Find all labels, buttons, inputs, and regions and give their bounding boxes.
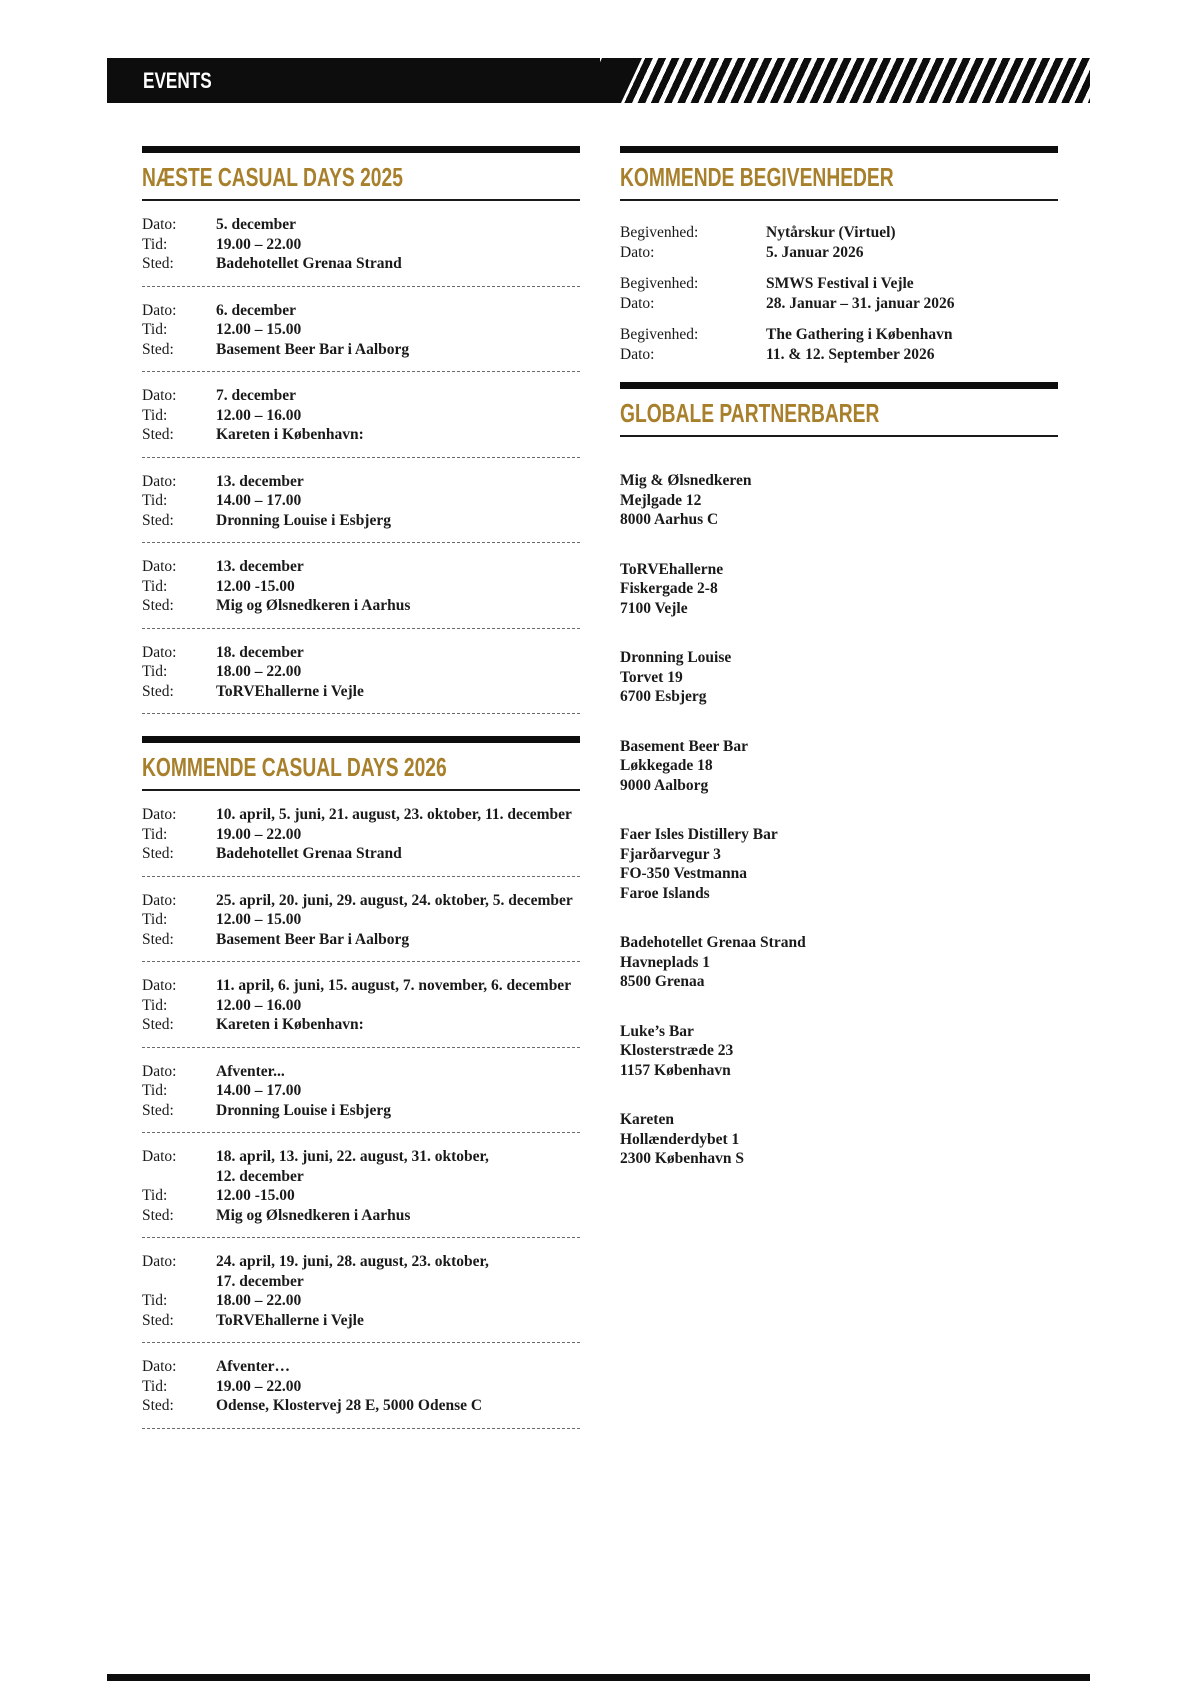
event-time-row — [142, 662, 580, 682]
section-title-casual-2026: KOMMENDE CASUAL DAYS 2026 — [142, 752, 447, 782]
field-label: Tid: — [142, 577, 168, 595]
field-value: 5. Januar 2026 — [766, 243, 864, 261]
event-place-row — [142, 596, 580, 616]
field-value: Badehotellet Grenaa Strand — [216, 845, 402, 862]
event-time-row — [142, 491, 580, 511]
event-date-row — [142, 805, 580, 825]
partner-address-line: Fjarðarvegur 3 — [620, 845, 721, 863]
field-value: 13. december — [216, 472, 304, 490]
section-upcoming-header — [620, 146, 1058, 201]
event-entry — [142, 962, 580, 1048]
event-time-row — [142, 577, 580, 597]
field-value: SMWS Festival i Vejle — [766, 275, 914, 292]
event-time-row — [142, 1081, 580, 1101]
field-value: 12.00 -15.00 — [216, 577, 295, 595]
event-time-row — [142, 910, 580, 930]
event-time-row — [142, 406, 580, 426]
field-label: Dato: — [620, 294, 655, 312]
partner-name: Faer Isles Distillery Bar — [620, 826, 778, 843]
field-label: Dato: — [142, 301, 177, 319]
field-value: Basement Beer Bar i Aalborg — [216, 340, 410, 358]
section-rule-thin — [620, 435, 1058, 437]
event-entry — [142, 287, 580, 373]
field-value: Odense, Klostervej 28 E, 5000 Odense C — [216, 1397, 483, 1414]
event-entry — [142, 1133, 580, 1238]
event-entry — [142, 629, 580, 715]
field-label: Dato: — [142, 558, 177, 575]
event-place-row — [142, 425, 580, 445]
section-casual-2025-header — [142, 146, 580, 201]
field-label: Tid: — [142, 406, 168, 424]
event-place-row — [142, 1206, 580, 1226]
field-label: Tid: — [142, 996, 168, 1014]
right-column — [620, 146, 1058, 1199]
field-label: Tid: — [142, 1292, 168, 1309]
section-casual-2026-header — [142, 736, 580, 791]
event-date-row — [142, 1252, 580, 1272]
field-value: 12.00 – 15.00 — [216, 911, 302, 928]
partner-bar — [620, 560, 1058, 619]
partner-bar — [620, 933, 1058, 992]
field-value: Mig og Ølsnedkeren i Aarhus — [216, 597, 411, 614]
field-value: 11. april, 6. juni, 15. august, 7. november, 6. december — [216, 977, 572, 994]
banner-stripes — [600, 58, 1090, 103]
section-rule-thick — [142, 736, 580, 743]
field-value: 13. december — [216, 558, 304, 575]
event-entry — [142, 201, 580, 287]
upcoming-event-date-row — [620, 345, 1058, 365]
section-rule-thick — [620, 146, 1058, 153]
field-label: Tid: — [142, 911, 168, 928]
field-label-spacer — [142, 1167, 216, 1187]
field-value: 28. Januar – 31. januar 2026 — [766, 294, 955, 312]
event-place-row — [142, 511, 580, 531]
field-label: Begivenhed: — [620, 275, 699, 292]
section-rule-thick — [142, 146, 580, 153]
partner-bar — [620, 648, 1058, 707]
field-label: Tid: — [142, 321, 168, 338]
section-title-partners: GLOBALE PARTNERBARER — [620, 398, 880, 428]
partner-address-line: Klosterstræde 23 — [620, 1042, 734, 1059]
field-label: Dato: — [142, 1253, 177, 1270]
field-label: Dato: — [142, 806, 177, 823]
event-date-row — [142, 1357, 580, 1377]
section-rule-thick — [620, 382, 1058, 389]
field-label: Sted: — [142, 1206, 174, 1224]
partner-address-line: 1157 København — [620, 1061, 731, 1079]
field-value: ToRVEhallerne i Vejle — [216, 1311, 364, 1329]
field-value: Kareten i København: — [216, 426, 364, 443]
left-column — [142, 146, 580, 1429]
event-date-row — [142, 976, 580, 996]
field-value: Dronning Louise i Esbjerg — [216, 511, 391, 529]
upcoming-event-date-row — [620, 294, 1058, 314]
footer-rule — [107, 1674, 1090, 1681]
event-time-row — [142, 1291, 580, 1311]
event-entry — [142, 458, 580, 544]
field-label: Sted: — [142, 426, 174, 443]
partner-name: ToRVEhallerne — [620, 560, 724, 578]
field-value: 19.00 – 22.00 — [216, 825, 302, 843]
partner-address-line: 8500 Grenaa — [620, 973, 705, 990]
field-label: Sted: — [142, 511, 174, 529]
field-label: Tid: — [142, 492, 168, 509]
event-place-row — [142, 254, 580, 274]
event-date-row — [142, 1147, 580, 1167]
event-date-row — [142, 643, 580, 663]
field-value: Dronning Louise i Esbjerg — [216, 1101, 391, 1119]
field-label: Sted: — [142, 930, 174, 948]
event-date-row — [142, 386, 580, 406]
partner-name: Mig & Ølsnedkeren — [620, 472, 752, 489]
event-place-row — [142, 1015, 580, 1035]
field-value: 12.00 – 16.00 — [216, 996, 302, 1014]
partner-address-line: Løkkegade 18 — [620, 757, 713, 774]
upcoming-event-date-row — [620, 243, 1058, 263]
field-label: Dato: — [142, 472, 177, 490]
partner-name: Luke’s Bar — [620, 1022, 694, 1040]
field-value: 17. december — [216, 1272, 304, 1290]
event-place-row — [142, 340, 580, 360]
field-value: Afventer… — [216, 1358, 291, 1375]
field-value: 6. december — [216, 301, 297, 319]
field-value: Afventer... — [216, 1062, 285, 1080]
field-label: Dato: — [142, 387, 177, 404]
upcoming-list — [620, 201, 1058, 364]
partner-name: Basement Beer Bar — [620, 737, 748, 755]
field-value: 12.00 – 16.00 — [216, 406, 302, 424]
upcoming-event — [620, 325, 1058, 364]
event-time-row — [142, 825, 580, 845]
field-label: Sted: — [142, 1397, 174, 1414]
partner-address-line: 6700 Esbjerg — [620, 688, 707, 705]
field-label: Dato: — [620, 243, 655, 261]
field-value: 14.00 – 17.00 — [216, 492, 302, 509]
partner-address-line: Faroe Islands — [620, 884, 710, 902]
field-value: Badehotellet Grenaa Strand — [216, 255, 402, 272]
section-title-upcoming: KOMMENDE BEGIVENHEDER — [620, 162, 894, 192]
event-entry — [142, 543, 580, 629]
event-time-row — [142, 1377, 580, 1397]
event-place-row — [142, 682, 580, 702]
partner-address-line: 9000 Aalborg — [620, 776, 709, 794]
field-value: 5. december — [216, 216, 297, 233]
field-value: 18.00 – 22.00 — [216, 663, 302, 680]
page-title: EVENTS — [143, 68, 212, 93]
field-label: Tid: — [142, 663, 168, 680]
field-label: Dato: — [142, 1062, 177, 1080]
partner-address-line: Fiskergade 2-8 — [620, 580, 718, 597]
event-time-row — [142, 235, 580, 255]
partner-address-line: FO-350 Vestmanna — [620, 865, 748, 882]
event-date-row-continued — [142, 1167, 580, 1187]
field-label: Tid: — [142, 1082, 168, 1099]
partner-bar — [620, 1110, 1058, 1169]
partner-address-line: 8000 Aarhus C — [620, 511, 719, 528]
upcoming-event-name-row — [620, 274, 1058, 294]
field-label-spacer — [142, 1272, 216, 1292]
section-rule-thin — [620, 199, 1058, 201]
section-partners-header — [620, 382, 1058, 437]
field-value: 18.00 – 22.00 — [216, 1292, 302, 1309]
event-entry — [142, 372, 580, 458]
field-label: Begivenhed: — [620, 326, 699, 343]
casual-2025-list — [142, 201, 580, 714]
field-value: ToRVEhallerne i Vejle — [216, 682, 364, 700]
upcoming-event — [620, 274, 1058, 313]
field-label: Tid: — [142, 1187, 168, 1204]
event-place-row — [142, 844, 580, 864]
field-value: The Gathering i København — [766, 326, 953, 343]
event-date-row — [142, 1062, 580, 1082]
field-value: 14.00 – 17.00 — [216, 1082, 302, 1099]
partner-bar — [620, 825, 1058, 903]
field-value: 12.00 -15.00 — [216, 1187, 295, 1204]
casual-2026-list — [142, 791, 580, 1429]
field-label: Tid: — [142, 1377, 168, 1395]
partner-address-line: 7100 Vejle — [620, 599, 688, 617]
event-place-row — [142, 930, 580, 950]
field-value: 25. april, 20. juni, 29. august, 24. oktober, 5. december — [216, 891, 573, 909]
field-value: 19.00 – 22.00 — [216, 1377, 302, 1395]
partner-name: Badehotellet Grenaa Strand — [620, 934, 806, 951]
field-label: Dato: — [620, 345, 655, 363]
partner-bar — [620, 737, 1058, 796]
field-label: Tid: — [142, 235, 168, 253]
upcoming-event — [620, 223, 1058, 262]
partner-list — [620, 437, 1058, 1169]
event-date-row — [142, 301, 580, 321]
section-title-casual-2025: NÆSTE CASUAL DAYS 2025 — [142, 162, 403, 192]
event-date-row — [142, 472, 580, 492]
event-date-row — [142, 557, 580, 577]
header-banner — [107, 58, 1090, 103]
field-label: Dato: — [142, 216, 177, 233]
event-date-row — [142, 891, 580, 911]
event-date-row — [142, 215, 580, 235]
field-label: Sted: — [142, 845, 174, 862]
field-label: Tid: — [142, 825, 168, 843]
event-place-row — [142, 1396, 580, 1416]
field-value: 19.00 – 22.00 — [216, 235, 302, 253]
field-label: Sted: — [142, 682, 174, 700]
upcoming-event-name-row — [620, 223, 1058, 243]
partner-address-line: Torvet 19 — [620, 668, 683, 686]
field-label: Dato: — [142, 1358, 177, 1375]
event-place-row — [142, 1101, 580, 1121]
event-time-row — [142, 996, 580, 1016]
event-entry — [142, 791, 580, 877]
field-label: Sted: — [142, 255, 174, 272]
field-value: Mig og Ølsnedkeren i Aarhus — [216, 1206, 411, 1224]
partner-address-line: 2300 København S — [620, 1150, 745, 1167]
field-value: Nytårskur (Virtuel) — [766, 224, 896, 241]
field-value: 12.00 – 15.00 — [216, 321, 302, 338]
partner-bar — [620, 1022, 1058, 1081]
field-label: Sted: — [142, 340, 174, 358]
event-entry — [142, 877, 580, 963]
partner-name: Dronning Louise — [620, 649, 732, 666]
partner-address-line: Hollænderdybet 1 — [620, 1130, 740, 1148]
field-value: Basement Beer Bar i Aalborg — [216, 930, 410, 948]
field-value: 18. december — [216, 643, 304, 661]
field-value: 24. april, 19. juni, 28. august, 23. oktober, — [216, 1253, 489, 1270]
field-label: Dato: — [142, 891, 177, 909]
event-time-row — [142, 1186, 580, 1206]
field-label: Begivenhed: — [620, 224, 699, 241]
field-label: Dato: — [142, 977, 177, 994]
partner-address-line: Havneplads 1 — [620, 953, 711, 971]
field-label: Dato: — [142, 1148, 177, 1165]
field-value: 12. december — [216, 1167, 304, 1185]
event-entry — [142, 1238, 580, 1343]
event-entry — [142, 1048, 580, 1134]
event-date-row-continued — [142, 1272, 580, 1292]
field-value: Kareten i København: — [216, 1016, 364, 1033]
partner-name: Kareten — [620, 1111, 674, 1128]
field-label: Sted: — [142, 597, 174, 614]
field-value: 18. april, 13. juni, 22. august, 31. oktober, — [216, 1148, 489, 1165]
field-label: Sted: — [142, 1101, 174, 1119]
event-entry — [142, 1343, 580, 1429]
field-label: Dato: — [142, 643, 177, 661]
partner-address-line: Mejlgade 12 — [620, 491, 702, 509]
field-value: 11. & 12. September 2026 — [766, 345, 935, 363]
partner-bar — [620, 471, 1058, 530]
event-time-row — [142, 320, 580, 340]
upcoming-event-name-row — [620, 325, 1058, 345]
event-place-row — [142, 1311, 580, 1331]
field-value: 7. december — [216, 387, 297, 404]
field-label: Sted: — [142, 1016, 174, 1033]
field-value: 10. april, 5. juni, 21. august, 23. oktober, 11. december — [216, 806, 572, 823]
field-label: Sted: — [142, 1311, 174, 1329]
